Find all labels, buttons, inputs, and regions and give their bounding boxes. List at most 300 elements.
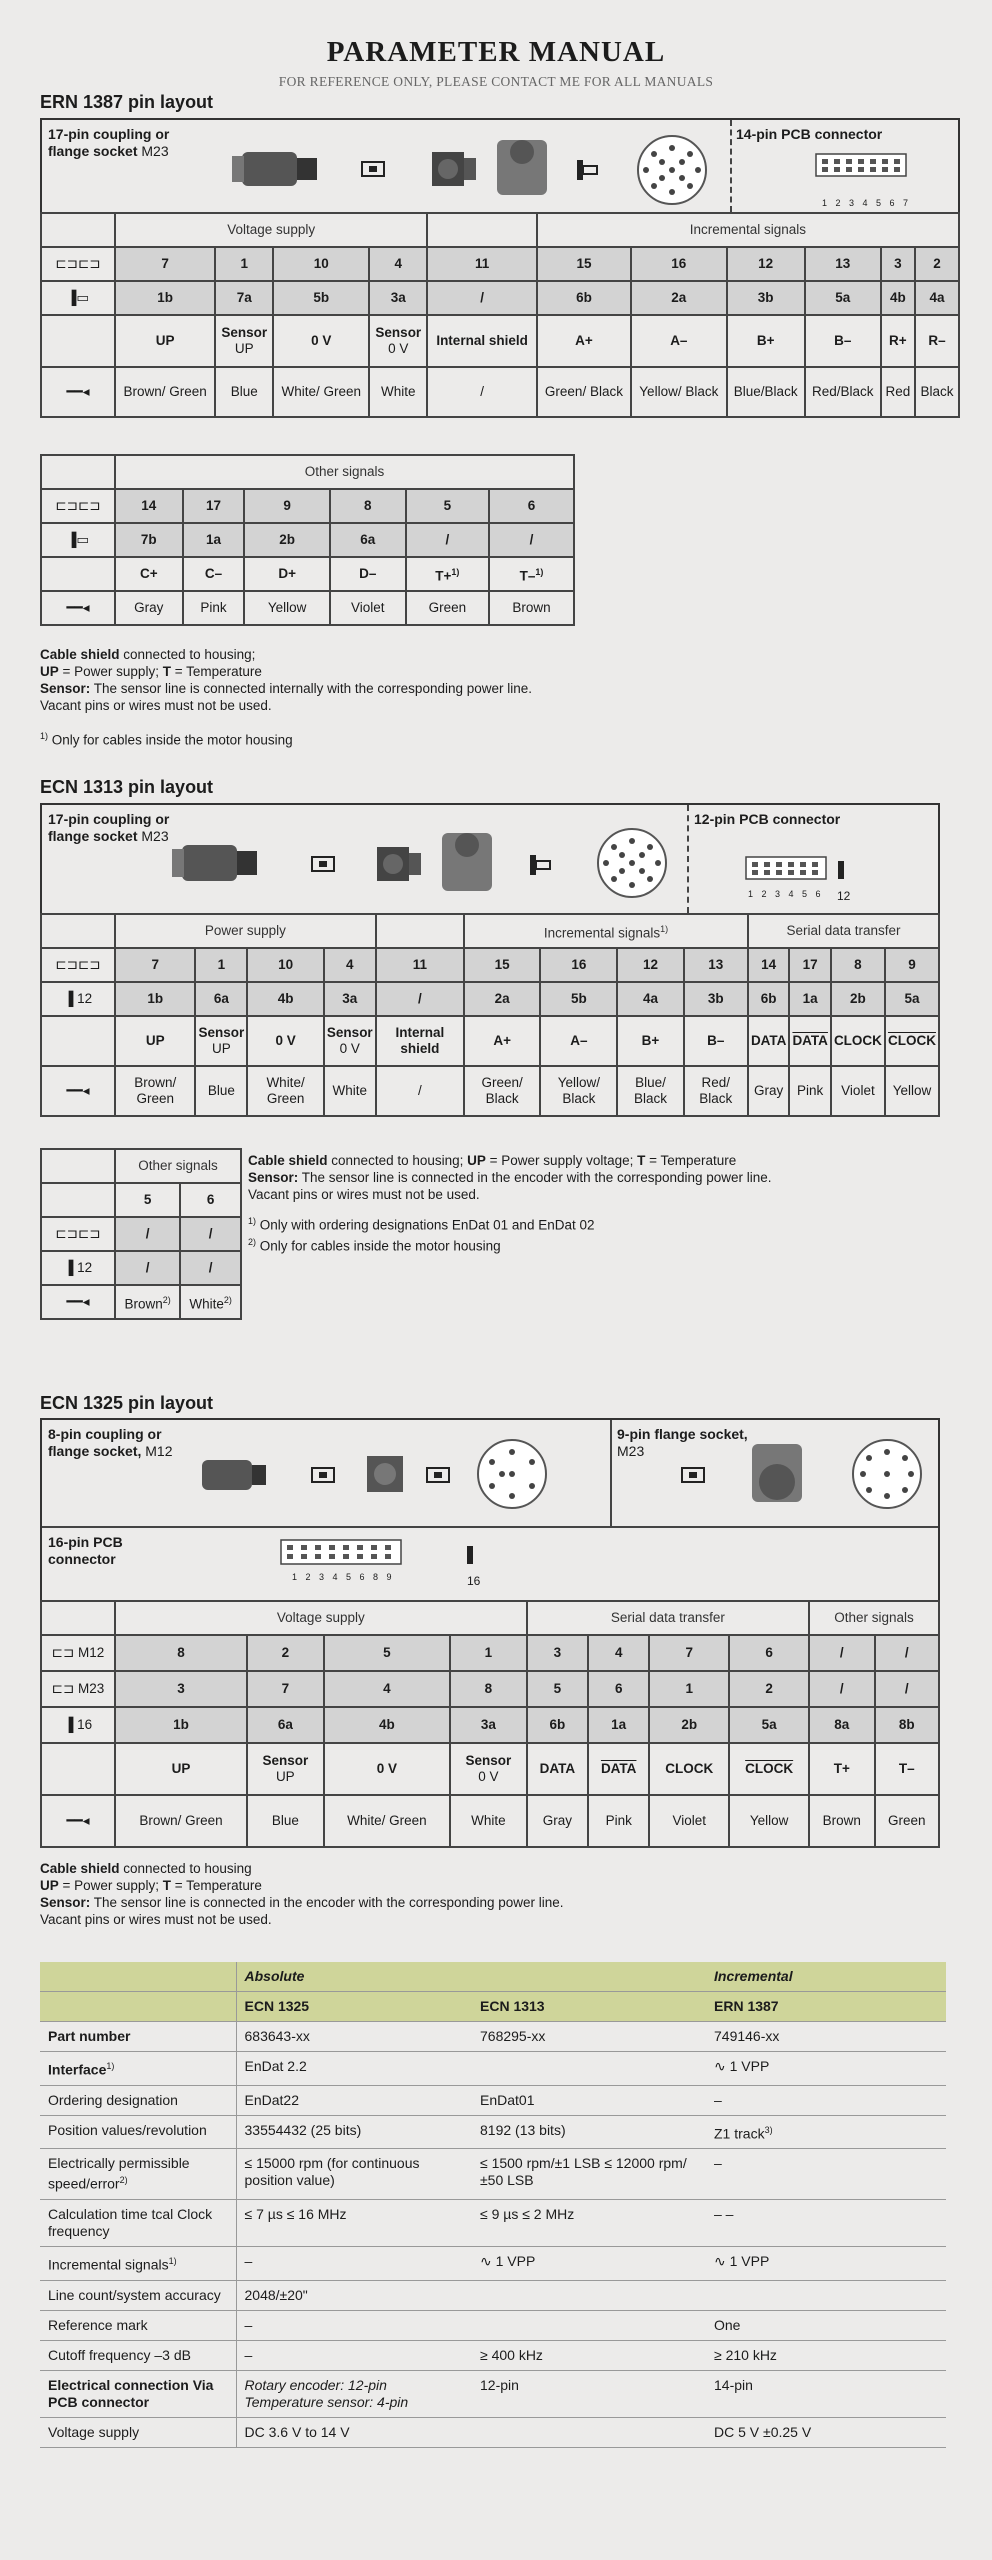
table-cell bbox=[41, 315, 115, 367]
table-cell: 5 bbox=[527, 1671, 588, 1707]
table-cell: / bbox=[406, 523, 489, 557]
connector-illustrations bbox=[172, 1430, 572, 1520]
table-cell: Sensor 0 V bbox=[369, 315, 427, 367]
table-cell: T–$^{1)}$ bbox=[489, 557, 574, 591]
table-cell: DATA bbox=[789, 1016, 831, 1066]
ecn1313-other-signals-table bbox=[40, 1148, 242, 1320]
table-cell: Violet bbox=[831, 1066, 885, 1116]
angle-socket-icon bbox=[497, 140, 547, 195]
table-cell: Yellow/ Black bbox=[540, 1066, 617, 1116]
table-cell: 1 bbox=[450, 1635, 527, 1671]
pcb-connector-label: 14-pin PCB connector bbox=[736, 126, 883, 142]
table-cell: 3 bbox=[115, 1671, 247, 1707]
group-header: Incremental signals bbox=[543, 925, 661, 941]
table-cell: 6 bbox=[489, 489, 574, 523]
table-cell: ≤ 7 µs ≤ 16 MHz bbox=[236, 2199, 472, 2246]
section-title-ecn1325: ECN 1325 pin layout bbox=[40, 1393, 214, 1413]
table-cell: Yellow/ Black bbox=[631, 367, 726, 417]
coupling-icon bbox=[232, 152, 317, 186]
group-header: Other signals bbox=[115, 1149, 241, 1183]
table-cell: Electrical connection Via PCB connector bbox=[40, 2370, 236, 2417]
row-wire bbox=[41, 367, 959, 417]
table-cell: / bbox=[115, 1251, 180, 1285]
table-cell: ≥ 210 kHz bbox=[706, 2340, 946, 2370]
table-cell: Blue bbox=[215, 367, 273, 417]
table-cell: D+ bbox=[244, 557, 329, 591]
table-cell: Gray bbox=[748, 1066, 790, 1116]
pin-face-icon bbox=[853, 1440, 921, 1508]
table-cell: – bbox=[706, 2149, 946, 2200]
pcb-symbol-icon bbox=[530, 855, 550, 875]
table-cell: T– bbox=[875, 1743, 939, 1795]
socket-symbol-icon bbox=[312, 1468, 334, 1482]
table-cell: 2a bbox=[464, 982, 540, 1016]
table-cell: CLOCK bbox=[831, 1016, 885, 1066]
cable-icon: ━━◂ bbox=[41, 1066, 115, 1116]
socket9-label: 9-pin flange socket, M23 bbox=[617, 1426, 748, 1459]
pin-face-icon bbox=[638, 136, 706, 204]
table-cell: 7b bbox=[115, 523, 183, 557]
table-cell: ERN 1387 bbox=[706, 1992, 946, 2022]
table-cell: White/ Green bbox=[273, 367, 369, 417]
table-cell: 10 bbox=[273, 247, 369, 281]
table-cell: 16 bbox=[631, 247, 726, 281]
table-cell: 7 bbox=[247, 1671, 324, 1707]
table-cell: 1a bbox=[183, 523, 245, 557]
pcb-row-icon: ▐▭ bbox=[41, 281, 115, 315]
table-cell: Brown/ Green bbox=[115, 1795, 247, 1847]
table-cell: 33554432 (25 bits) bbox=[236, 2115, 472, 2149]
m12-row-icon: ⊏⊐ M12 bbox=[41, 1635, 115, 1671]
group-header: Incremental signals bbox=[537, 213, 959, 247]
table-cell: 1b bbox=[115, 281, 215, 315]
coupling-row-icon: ⊏⊐⊏⊐ bbox=[41, 247, 115, 281]
table-cell: Electrically permissible speed/error$^{2)}$ bbox=[40, 2149, 236, 2200]
table-cell: Pink bbox=[588, 1795, 649, 1847]
pcb-row-icon: ▐ 16 bbox=[41, 1707, 115, 1743]
table-row bbox=[40, 2085, 946, 2115]
table-cell: Cutoff frequency –3 dB bbox=[40, 2340, 236, 2370]
pcb-row-icon: ▐ 12 bbox=[41, 982, 115, 1016]
cable-icon: ━━◂ bbox=[41, 591, 115, 625]
cable-icon: ━━◂ bbox=[41, 367, 115, 417]
table-cell: 6 bbox=[588, 1671, 649, 1707]
pcb-row-icon: ▐▭ bbox=[41, 523, 115, 557]
table-cell: Z1 track$^{3)}$ bbox=[706, 2115, 946, 2149]
table-cell: Brown bbox=[809, 1795, 874, 1847]
table-cell: 0 V bbox=[324, 1743, 450, 1795]
table-cell: Blue/Black bbox=[727, 367, 805, 417]
table-cell: 5a bbox=[729, 1707, 809, 1743]
table-cell bbox=[41, 557, 115, 591]
table-row bbox=[40, 2370, 946, 2417]
table-cell: 3b bbox=[684, 982, 748, 1016]
table-cell: T+ bbox=[809, 1743, 874, 1795]
ern1387-notes: Cable shield connected to housing; UP = Power supply; T = Temperature Sensor: The sensor line is connected internally with the corresponding power line. Vacant pins or wires must not be used. $^{1)}$ Only for cables inside the motor housing bbox=[40, 647, 533, 748]
socket-symbol-icon bbox=[427, 1468, 449, 1482]
table-row bbox=[40, 2246, 946, 2280]
table-cell: 3a bbox=[324, 982, 376, 1016]
table-cell: 2a bbox=[631, 281, 726, 315]
ecn1313-connector-box bbox=[40, 803, 940, 915]
pcb-pin-numbers: 1 2 3 4 5 6 7 bbox=[822, 198, 912, 208]
table-cell: 13 bbox=[684, 948, 748, 982]
table-cell: Incremental signals$^{1)}$ bbox=[464, 914, 748, 948]
table-cell: ECN 1313 bbox=[472, 1992, 706, 2022]
table-cell: 8192 (13 bits) bbox=[472, 2115, 706, 2149]
table-cell: 2 bbox=[915, 247, 959, 281]
pin-face-icon bbox=[478, 1440, 546, 1508]
table-cell: Internal shield bbox=[427, 315, 536, 367]
table-cell: CLOCK bbox=[649, 1743, 729, 1795]
row-coupling bbox=[41, 247, 959, 281]
divider bbox=[610, 1420, 612, 1526]
socket9-illustrations bbox=[667, 1430, 937, 1520]
table-cell: Red bbox=[881, 367, 916, 417]
cable-icon: ━━◂ bbox=[41, 1795, 115, 1847]
table-cell: Reference mark bbox=[40, 2310, 236, 2340]
table-cell: 12 bbox=[727, 247, 805, 281]
table-cell: Sensor 0 V bbox=[324, 1016, 376, 1066]
pcb-pin-count: 16 bbox=[467, 1574, 481, 1588]
table-cell: 14 bbox=[115, 489, 183, 523]
table-cell: White/ Green bbox=[324, 1795, 450, 1847]
table-cell: 6b bbox=[527, 1707, 588, 1743]
m23-row-icon: ⊏⊐ M23 bbox=[41, 1671, 115, 1707]
table-cell: 6 bbox=[729, 1635, 809, 1671]
table-cell: Brown$^{2)}$ bbox=[115, 1285, 180, 1319]
table-cell: DATA bbox=[527, 1743, 588, 1795]
table-cell: Yellow bbox=[885, 1066, 939, 1116]
table-cell: 3 bbox=[527, 1635, 588, 1671]
table-cell: Blue bbox=[247, 1795, 324, 1847]
table-cell: 8 bbox=[330, 489, 406, 523]
table-cell: 12-pin bbox=[472, 2370, 706, 2417]
table-cell: 13 bbox=[805, 247, 881, 281]
table-cell: 4a bbox=[617, 982, 683, 1016]
table-cell: / bbox=[115, 1217, 180, 1251]
table-cell: CLOCK bbox=[729, 1743, 809, 1795]
sine-icon: ∿ bbox=[480, 2252, 492, 2269]
table-cell: 5a bbox=[805, 281, 881, 315]
table-cell: 6 bbox=[180, 1183, 241, 1217]
table-cell bbox=[472, 2052, 706, 2086]
table-cell: 7 bbox=[115, 948, 195, 982]
table-cell: 1 bbox=[195, 948, 247, 982]
table-cell bbox=[41, 1016, 115, 1066]
table-cell: 4a bbox=[915, 281, 959, 315]
divider bbox=[42, 1526, 938, 1528]
table-cell: 9 bbox=[244, 489, 329, 523]
pcb-row-icon: ▐ 12 bbox=[41, 1251, 115, 1285]
table-cell: 14 bbox=[748, 948, 790, 982]
table-cell: 2 bbox=[729, 1671, 809, 1707]
table-cell bbox=[427, 213, 536, 247]
table-cell: A– bbox=[631, 315, 726, 367]
table-cell: Pink bbox=[183, 591, 245, 625]
pcb-connector-icon bbox=[812, 150, 942, 194]
table-cell: 4 bbox=[369, 247, 427, 281]
table-cell: Green bbox=[406, 591, 489, 625]
table-cell: 1 bbox=[215, 247, 273, 281]
table-cell: ∿ 1 VPP bbox=[706, 2246, 946, 2280]
table-cell: White bbox=[450, 1795, 527, 1847]
pcb-pin-numbers: 1 2 3 4 5 6 8 9 bbox=[292, 1572, 395, 1582]
table-cell: 5b bbox=[540, 982, 617, 1016]
socket-symbol-icon bbox=[362, 162, 384, 176]
table-cell: Incremental bbox=[706, 1962, 946, 1992]
table-cell: UP bbox=[115, 1743, 247, 1795]
table-cell: C– bbox=[183, 557, 245, 591]
table-cell: A+ bbox=[464, 1016, 540, 1066]
socket-symbol-icon bbox=[312, 857, 334, 871]
table-row bbox=[40, 2199, 946, 2246]
table-cell: 5 bbox=[324, 1635, 450, 1671]
table-cell: DATA bbox=[588, 1743, 649, 1795]
table-row bbox=[40, 2149, 946, 2200]
group-header: Other signals bbox=[809, 1601, 939, 1635]
table-cell: 2b bbox=[649, 1707, 729, 1743]
table-cell: Violet bbox=[330, 591, 406, 625]
table-cell: 4b bbox=[247, 982, 324, 1016]
group-header: Voltage supply bbox=[115, 213, 427, 247]
table-cell: 4 bbox=[588, 1635, 649, 1671]
table-cell: Green/ Black bbox=[537, 367, 631, 417]
table-row bbox=[40, 2310, 946, 2340]
table-cell: 0 V bbox=[273, 315, 369, 367]
table-cell: R+ bbox=[881, 315, 916, 367]
table-cell: 5 bbox=[406, 489, 489, 523]
table-cell: Brown/ Green bbox=[115, 367, 215, 417]
table-cell: T+$^{1)}$ bbox=[406, 557, 489, 591]
table-cell: Violet bbox=[649, 1795, 729, 1847]
row-pcb bbox=[41, 281, 959, 315]
cable-icon: ━━◂ bbox=[41, 1285, 115, 1319]
table-row bbox=[40, 2115, 946, 2149]
table-cell: 749146-xx bbox=[706, 2022, 946, 2052]
table-cell: White/ Green bbox=[247, 1066, 324, 1116]
table-cell: 1a bbox=[588, 1707, 649, 1743]
angle-socket-icon bbox=[752, 1444, 802, 1502]
table-cell: Internal shield bbox=[376, 1016, 464, 1066]
table-cell: / bbox=[489, 523, 574, 557]
table-cell: 6a bbox=[330, 523, 406, 557]
ern1387-connector-box bbox=[40, 118, 960, 214]
table-cell: 3b bbox=[727, 281, 805, 315]
table-row bbox=[40, 2280, 946, 2310]
coupling-icon bbox=[202, 1460, 266, 1490]
table-cell: – bbox=[236, 2340, 472, 2370]
table-cell: 9 bbox=[885, 948, 939, 982]
pin-face-icon bbox=[598, 829, 666, 897]
table-cell: Part number bbox=[40, 2022, 236, 2052]
table-cell: 7a bbox=[215, 281, 273, 315]
table-cell: – – bbox=[706, 2199, 946, 2246]
table-cell: EnDat22 bbox=[236, 2085, 472, 2115]
flange-icon bbox=[377, 847, 421, 881]
table-cell: Brown bbox=[489, 591, 574, 625]
socket-symbol-icon bbox=[682, 1468, 704, 1482]
table-cell: ∿ 1 VPP bbox=[472, 2246, 706, 2280]
section-title-ecn1313: ECN 1313 pin layout bbox=[40, 777, 214, 797]
table-cell: One bbox=[706, 2310, 946, 2340]
table-cell: 5a bbox=[885, 982, 939, 1016]
table-cell: Brown/ Green bbox=[115, 1066, 195, 1116]
table-cell: 3a bbox=[450, 1707, 527, 1743]
table-cell: Ordering designation bbox=[40, 2085, 236, 2115]
table-cell: 683643-xx bbox=[236, 2022, 472, 2052]
sine-icon: ∿ bbox=[714, 2058, 726, 2074]
table-cell: 15 bbox=[464, 948, 540, 982]
table-cell: / bbox=[875, 1671, 939, 1707]
pcb-connector-icon bbox=[277, 1536, 517, 1576]
table-cell: 11 bbox=[376, 948, 464, 982]
table-cell: Blue bbox=[195, 1066, 247, 1116]
section-title-ern1387: ERN 1387 pin layout bbox=[40, 92, 214, 112]
table-cell: 12 bbox=[617, 948, 683, 982]
table-cell: Gray bbox=[527, 1795, 588, 1847]
table-cell: 1b bbox=[115, 982, 195, 1016]
table-cell: Red/Black bbox=[805, 367, 881, 417]
coupling-label: 17-pin coupling or flange socket M23 bbox=[48, 811, 170, 844]
table-cell: 8b bbox=[875, 1707, 939, 1743]
table-cell bbox=[41, 213, 115, 247]
coupling-row-icon: ⊏⊐⊏⊐ bbox=[41, 489, 115, 523]
table-cell: Sensor UP bbox=[247, 1743, 324, 1795]
table-cell: / bbox=[875, 1635, 939, 1671]
table-cell: Blue/ Black bbox=[617, 1066, 683, 1116]
table-cell bbox=[40, 1992, 236, 2022]
table-cell: ≤ 1500 rpm/±1 LSB ≤ 12000 rpm/±50 LSB bbox=[472, 2149, 706, 2200]
table-cell: 1a bbox=[789, 982, 831, 1016]
table-cell: Voltage supply bbox=[40, 2417, 236, 2447]
table-cell: 6a bbox=[247, 1707, 324, 1743]
table-cell: Gray bbox=[115, 591, 183, 625]
table-cell: B– bbox=[805, 315, 881, 367]
table-cell: / bbox=[180, 1251, 241, 1285]
table-cell: Incremental signals$^{1)}$ bbox=[40, 2246, 236, 2280]
table-cell: 1b bbox=[115, 1707, 247, 1743]
divider bbox=[730, 120, 732, 212]
table-cell: Sensor UP bbox=[215, 315, 273, 367]
table-cell: – bbox=[236, 2246, 472, 2280]
table-cell: ≤ 15000 rpm (for continuous position value) bbox=[236, 2149, 472, 2200]
table-cell: 3a bbox=[369, 281, 427, 315]
table-cell bbox=[41, 1149, 115, 1183]
flange-icon bbox=[432, 152, 476, 186]
table-cell bbox=[41, 455, 115, 489]
table-cell bbox=[40, 1962, 236, 1992]
table-cell: ECN 1325 bbox=[236, 1992, 472, 2022]
table-cell: / bbox=[809, 1671, 874, 1707]
table-row bbox=[40, 2340, 946, 2370]
group-header: Serial data transfer bbox=[527, 1601, 809, 1635]
table-cell: 15 bbox=[537, 247, 631, 281]
table-cell: DC 5 V ±0.25 V bbox=[706, 2417, 946, 2447]
table-cell: 0 V bbox=[247, 1016, 324, 1066]
table-cell: 6a bbox=[195, 982, 247, 1016]
table-cell: 4b bbox=[881, 281, 916, 315]
table-cell: Pink bbox=[789, 1066, 831, 1116]
coupling-row-icon: ⊏⊐⊏⊐ bbox=[41, 1217, 115, 1251]
table-cell: – bbox=[706, 2085, 946, 2115]
angle-socket-icon bbox=[442, 833, 492, 891]
page-subtitle: FOR REFERENCE ONLY, PLEASE CONTACT ME FOR ALL MANUALS bbox=[278, 74, 714, 89]
table-cell: 6b bbox=[748, 982, 790, 1016]
table-cell: 4b bbox=[324, 1707, 450, 1743]
table-cell: B+ bbox=[617, 1016, 683, 1066]
table-cell: 768295-xx bbox=[472, 2022, 706, 2052]
connector-illustrations bbox=[222, 130, 762, 210]
table-cell: 8a bbox=[809, 1707, 874, 1743]
table-cell: / bbox=[427, 281, 536, 315]
table-cell: 7 bbox=[115, 247, 215, 281]
pcb-pin-count: 12 bbox=[837, 889, 851, 903]
table-cell: Calculation time tcal Clock frequency bbox=[40, 2199, 236, 2246]
table-cell: D– bbox=[330, 557, 406, 591]
ern1387-other-signals-table bbox=[40, 454, 575, 626]
ern1387-pin-table bbox=[40, 212, 960, 418]
page-title: PARAMETER MANUAL bbox=[326, 36, 666, 68]
table-cell: Sensor 0 V bbox=[450, 1743, 527, 1795]
table-cell: / bbox=[180, 1217, 241, 1251]
table-cell bbox=[41, 1743, 115, 1795]
table-cell: 8 bbox=[115, 1635, 247, 1671]
table-cell: R– bbox=[915, 315, 959, 367]
table-cell: ≥ 400 kHz bbox=[472, 2340, 706, 2370]
group-header: Serial data transfer bbox=[748, 914, 939, 948]
table-cell: 17 bbox=[183, 489, 245, 523]
coupling-icon bbox=[172, 845, 257, 881]
table-cell: / bbox=[376, 982, 464, 1016]
pcb-symbol-icon bbox=[577, 160, 597, 180]
table-cell: Sensor UP bbox=[195, 1016, 247, 1066]
table-cell bbox=[41, 914, 115, 948]
coupling-label: 17-pin coupling or flange socket M23 bbox=[48, 126, 170, 159]
table-cell: / bbox=[376, 1066, 464, 1116]
divider bbox=[687, 805, 689, 913]
group-header: Power supply bbox=[115, 914, 376, 948]
ecn1313-pin-table bbox=[40, 913, 940, 1117]
ecn1325-notes: Cable shield connected to housing UP = Power supply; T = Temperature Sensor: The sensor line is connected in the encoder with the corresponding power line. Vacant pins or wires must not be used. bbox=[40, 1861, 564, 1927]
table-cell: A– bbox=[540, 1016, 617, 1066]
ecn1325-connector-box bbox=[40, 1418, 940, 1602]
table-cell: CLOCK bbox=[885, 1016, 939, 1066]
table-cell: Green bbox=[875, 1795, 939, 1847]
table-cell: Interface$^{1)}$ bbox=[40, 2052, 236, 2086]
table-cell: 2048/±20" bbox=[236, 2280, 946, 2310]
table-cell: 3 bbox=[881, 247, 916, 281]
table-cell: 2b bbox=[831, 982, 885, 1016]
table-cell: C+ bbox=[115, 557, 183, 591]
table-cell: A+ bbox=[537, 315, 631, 367]
group-header: Other signals bbox=[115, 455, 574, 489]
table-cell: 4 bbox=[324, 1671, 450, 1707]
table-row bbox=[40, 2022, 946, 2052]
pcb-connector-label: 12-pin PCB connector bbox=[694, 811, 841, 827]
table-cell: 8 bbox=[831, 948, 885, 982]
table-cell: White bbox=[324, 1066, 376, 1116]
connector-illustrations bbox=[162, 819, 702, 909]
sine-icon: ∿ bbox=[714, 2252, 726, 2269]
table-cell: 5 bbox=[115, 1183, 180, 1217]
table-cell: 17 bbox=[789, 948, 831, 982]
table-cell: B– bbox=[684, 1016, 748, 1066]
table-cell: ∿ 1 VPP bbox=[706, 2052, 946, 2086]
table-cell: 7 bbox=[649, 1635, 729, 1671]
table-cell: White bbox=[369, 367, 427, 417]
coupling-row-icon: ⊏⊐⊏⊐ bbox=[41, 948, 115, 982]
